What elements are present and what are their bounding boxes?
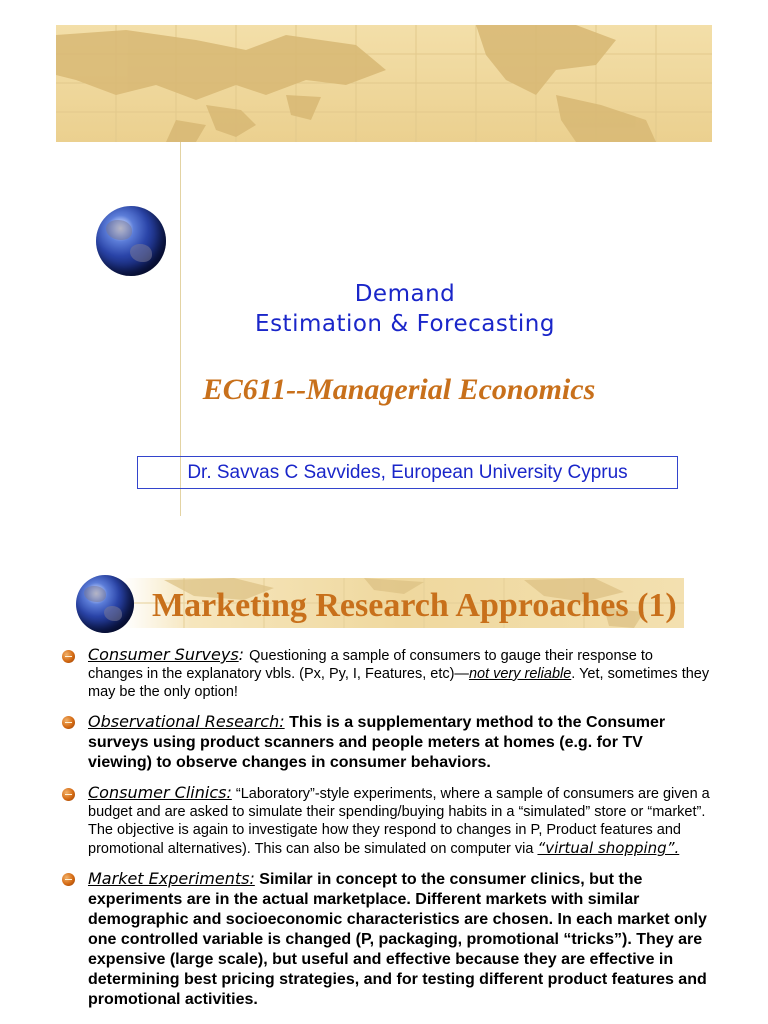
- bullet-after: . Yet, sometimes they may be the only option!: [88, 666, 710, 700]
- list-item: [60, 784, 710, 858]
- bullet-text: [88, 869, 710, 1010]
- bullet-list: [60, 646, 710, 1021]
- bullet-body: This is a supplementary method to the Consumer surveys using product scanners and people meters at homes (e.g. for TV viewing) to observe changes in consumer behaviors.: [88, 714, 666, 771]
- bullet-lead: Observational Research:: [88, 712, 285, 731]
- bullet-text: [88, 712, 710, 773]
- globe-icon: [96, 206, 166, 276]
- bullet-text: [88, 646, 710, 701]
- bullet-icon: [62, 788, 75, 801]
- bullet-icon: [62, 873, 75, 886]
- bullet-lead: Consumer Clinics:: [88, 783, 232, 802]
- bullet-icon: [62, 716, 75, 729]
- bullet-emphasis: not very reliable: [468, 666, 572, 682]
- slide2-title: Marketing Research Approaches (1): [152, 587, 677, 624]
- course-title: EC611--Managerial Economics: [202, 373, 596, 406]
- bullet-text: [88, 784, 710, 858]
- bullet-body: Similar in concept to the consumer clinics, but the experiments are in the actual marketplace. Different markets with similar demographic and socioeconomic characteristics are chosen. In each market only one controlled variable is changed (P, packaging, promotional “tricks”). They are expensive (large scale), but useful and effective because they are effective in determining best pricing strategies, and for testing different product features and promotional activities.: [88, 871, 707, 1008]
- world-map-graphic: [56, 25, 712, 142]
- author-box: [137, 456, 678, 489]
- globe-icon: [76, 575, 134, 633]
- bullet-body: Questioning a sample of consumers to gauge their response to changes in the explanatory vbls. (Px, Py, I, Features, etc)—: [88, 648, 653, 682]
- bullet-separator: :: [238, 645, 250, 664]
- slide-title-line-2: Estimation & Forecasting: [255, 311, 555, 337]
- list-item: [60, 646, 710, 701]
- bullet-emphasis: “virtual shopping”.: [537, 839, 680, 857]
- slide-title-line-1: Demand: [354, 281, 456, 307]
- list-item: [60, 712, 710, 773]
- list-item: [60, 869, 710, 1010]
- bullet-lead: Market Experiments:: [88, 869, 255, 888]
- author-name: Dr. Savvas C Savvides, European University Cyprus: [187, 461, 628, 483]
- bullet-body: “Laboratory”-style experiments, where a sample of consumers are given a budget and are asked to simulate their spending/buying habits in a “simulated” store or “market”. The objective is again to investigate how they respond to changes in P, Product features and promotional alternatives). This can also be simulated on computer via: [88, 786, 710, 857]
- bullet-icon: [62, 650, 75, 663]
- bullet-lead: Consumer Surveys: [88, 645, 239, 664]
- world-map-banner: [56, 25, 712, 142]
